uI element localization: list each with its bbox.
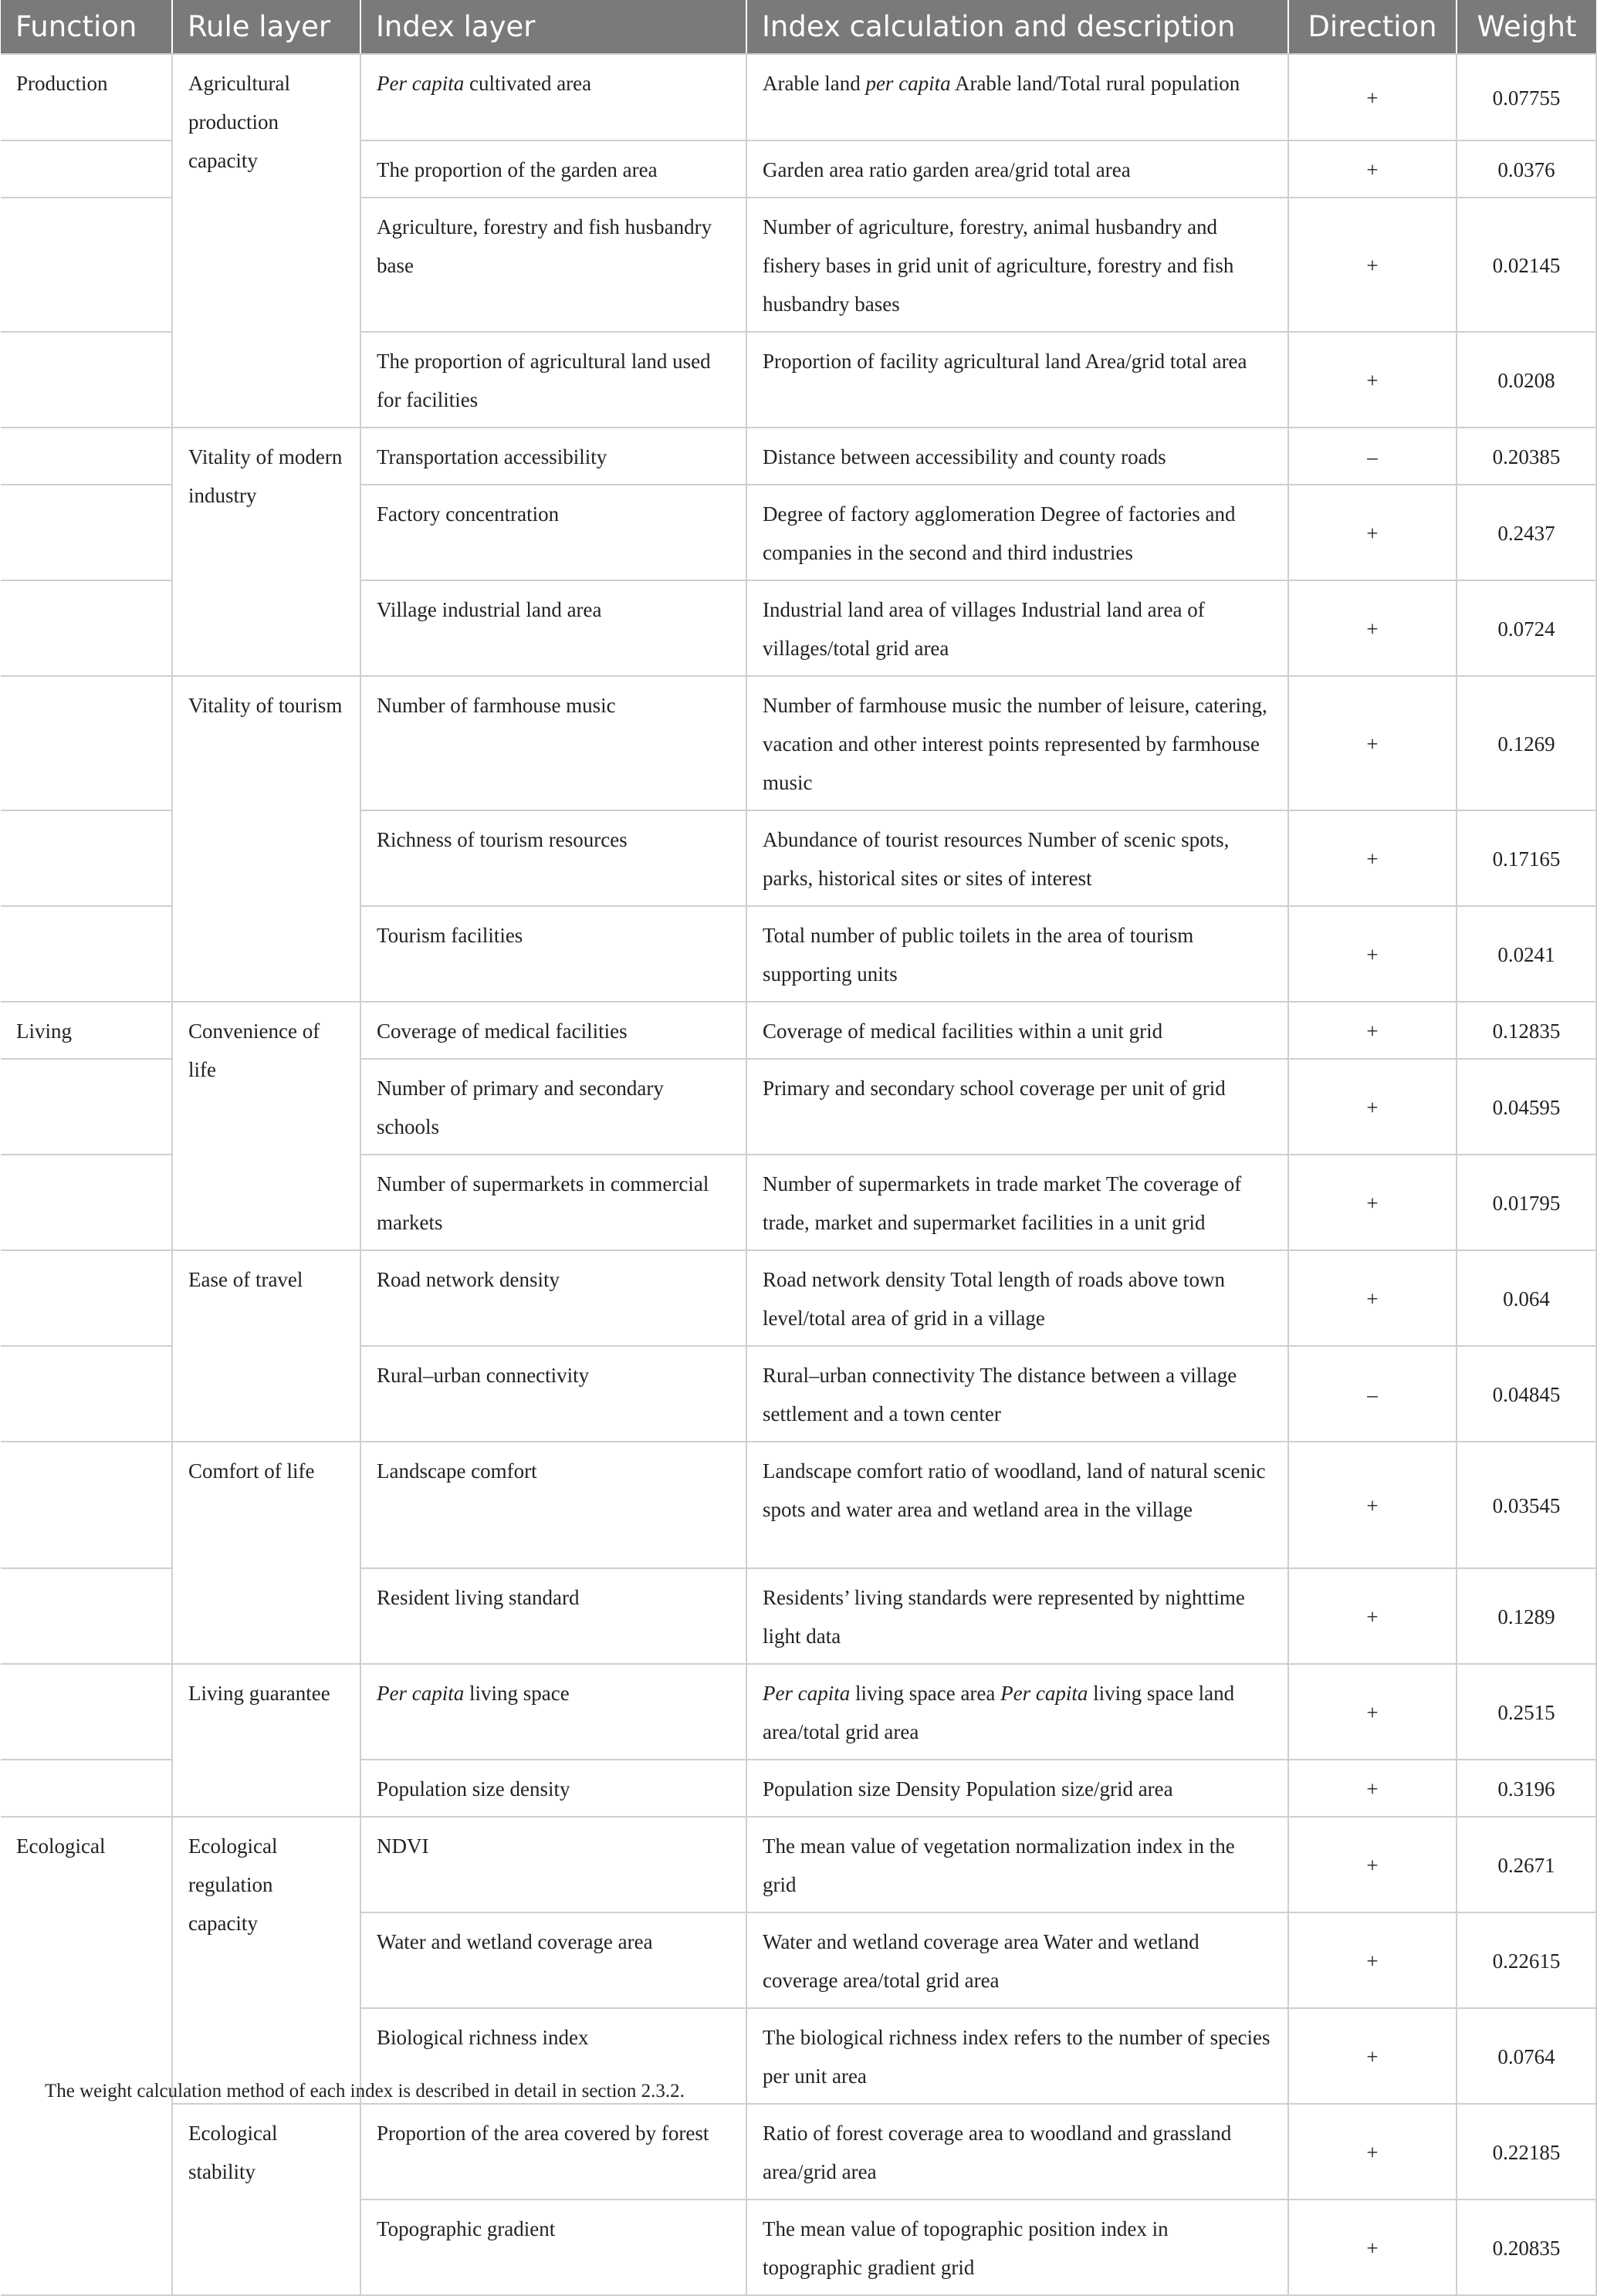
text-segment: Residents’ living standards were represented by nighttime light data [763,1586,1245,1648]
direction-cell: + [1288,485,1457,580]
function-cell [1,1442,172,1568]
index-description-cell [746,140,1288,198]
index-layer-cell [360,140,746,198]
function-cell [1,906,172,1002]
weight-cell: 0.03545 [1457,1442,1596,1568]
text-segment: Number of farmhouse music the number of leisure, catering, vacation and other interest points represented by farmhouse music [763,694,1267,794]
function-cell [1,1760,172,1817]
function-cell [1,810,172,906]
direction-cell: + [1288,1002,1457,1059]
direction-cell: + [1288,332,1457,428]
index-description-cell [746,332,1288,428]
direction-cell: + [1288,1817,1457,1912]
table-row [1,54,1596,140]
text-segment: Agriculture, forestry and fish husbandry base [377,215,712,277]
direction-cell: + [1288,2008,1457,2104]
index-description-cell [746,1817,1288,1912]
text-segment: Number of supermarkets in commercial markets [377,1172,709,1234]
header-rule-layer: Rule layer [172,0,360,54]
function-cell [1,485,172,580]
text-segment: The proportion of agricultural land used for facilities [377,350,711,411]
index-description-cell [746,906,1288,1002]
rule-layer-cell: Ecological stability [172,2104,360,2295]
index-layer-cell [360,1912,746,2008]
weight-cell: 0.12835 [1457,1002,1596,1059]
function-cell [1,198,172,332]
table-row [1,1002,1596,1059]
table-row [1,2104,1596,2200]
index-layer-cell [360,906,746,1002]
italic-text: Per capita [1000,1682,1088,1705]
index-description-cell [746,810,1288,906]
text-segment: Road network density Total length of roads above town level/total area of grid in a village [763,1268,1225,1330]
text-segment: cultivated area [464,72,592,95]
direction-cell: – [1288,1346,1457,1442]
function-cell: Ecological [1,1817,172,2295]
weight-cell: 0.0724 [1457,580,1596,676]
direction-cell: + [1288,1568,1457,1664]
direction-cell: + [1288,580,1457,676]
header-weight: Weight [1457,0,1596,54]
text-segment: Village industrial land area [377,598,602,621]
index-description-cell [746,1346,1288,1442]
weight-cell: 0.02145 [1457,198,1596,332]
index-layer-cell [360,54,746,140]
function-cell [1,1346,172,1442]
weight-cell: 0.0376 [1457,140,1596,198]
index-layer-cell [360,1155,746,1250]
function-cell [1,1250,172,1346]
italic-text: Per capita [377,72,465,95]
direction-cell: + [1288,1442,1457,1568]
text-segment: living space land area/total grid area [763,1682,1235,1743]
index-layer-cell [360,1568,746,1664]
index-description-cell [746,54,1288,140]
index-description-cell [746,1059,1288,1155]
function-cell [1,1568,172,1664]
index-layer-cell [360,676,746,810]
text-segment: Total number of public toilets in the area of tourism supporting units [763,924,1194,986]
table-row [1,1442,1596,1568]
text-segment: Road network density [377,1268,560,1291]
direction-cell: – [1288,428,1457,485]
text-segment: Rural–urban connectivity The distance between a village settlement and a town center [763,1364,1237,1425]
weight-cell: 0.04845 [1457,1346,1596,1442]
text-segment: The biological richness index refers to the number of species per unit area [763,2026,1270,2088]
text-segment: Industrial land area of villages Industrial land area of villages/total grid area [763,598,1205,660]
text-segment: Transportation accessibility [377,445,607,468]
index-description-cell [746,428,1288,485]
index-layer-cell [360,428,746,485]
index-description-cell [746,1250,1288,1346]
text-segment: Number of agriculture, forestry, animal husbandry and fishery bases in grid unit of agriculture, forestry and fish husbandry bases [763,215,1234,316]
text-segment: Water and wetland coverage area [377,1930,653,1953]
text-segment: Number of farmhouse music [377,694,616,717]
text-segment: Proportion of facility agricultural land Area/grid total area [763,350,1247,373]
index-layer-cell [360,1059,746,1155]
text-segment: NDVI [377,1834,429,1858]
index-layer-cell [360,485,746,580]
index-layer-cell [360,1760,746,1817]
rule-layer-cell: Vitality of modern industry [172,428,360,676]
text-segment: Coverage of medical facilities [377,1020,628,1043]
text-segment: Landscape comfort ratio of woodland, land of natural scenic spots and water area and wetland area in the village [763,1459,1266,1521]
weight-cell: 0.2515 [1457,1664,1596,1760]
italic-text: per capita [865,72,951,95]
function-cell [1,1059,172,1155]
text-segment: Number of primary and secondary schools [377,1077,664,1138]
weight-cell: 0.20835 [1457,2200,1596,2295]
direction-cell: + [1288,1059,1457,1155]
text-segment: Population size Density Population size/grid area [763,1777,1173,1801]
text-segment: Topographic gradient [377,2217,556,2240]
function-cell [1,332,172,428]
text-segment: The proportion of the garden area [377,158,658,181]
header-index-calculation: Index calculation and description [746,0,1288,54]
header-index-layer: Index layer [360,0,746,54]
weight-cell: 0.0208 [1457,332,1596,428]
weight-cell: 0.22185 [1457,2104,1596,2200]
direction-cell: + [1288,2104,1457,2200]
index-layer-cell [360,1817,746,1912]
index-layer-cell [360,1250,746,1346]
table-footnote: The weight calculation method of each index is described in detail in section 2.3.2. [45,2081,685,2102]
text-segment: Degree of factory agglomeration Degree of factories and companies in the second and third industries [763,502,1236,564]
text-segment: Primary and secondary school coverage per unit of grid [763,1077,1226,1100]
weight-cell: 0.07755 [1457,54,1596,140]
index-description-cell [746,1912,1288,2008]
function-cell: Living [1,1002,172,1059]
function-cell [1,428,172,485]
function-cell [1,580,172,676]
index-description-cell [746,1002,1288,1059]
weight-cell: 0.2671 [1457,1817,1596,1912]
text-segment: Rural–urban connectivity [377,1364,590,1387]
direction-cell: + [1288,2200,1457,2295]
weight-cell: 0.17165 [1457,810,1596,906]
text-segment: Population size density [377,1777,570,1801]
index-layer-cell [360,1664,746,1760]
weight-cell: 0.0764 [1457,2008,1596,2104]
header-direction: Direction [1288,0,1457,54]
text-segment: Resident living standard [377,1586,580,1609]
function-cell [1,676,172,810]
weight-cell: 0.064 [1457,1250,1596,1346]
text-segment: Arable land [763,72,866,95]
weight-cell: 0.3196 [1457,1760,1596,1817]
index-description-cell [746,1155,1288,1250]
index-description-cell [746,2200,1288,2295]
direction-cell: + [1288,140,1457,198]
index-layer-cell [360,1442,746,1568]
text-segment: Water and wetland coverage area Water and wetland coverage area/total grid area [763,1930,1199,1992]
rule-layer-cell: Comfort of life [172,1442,360,1664]
index-layer-cell [360,1346,746,1442]
text-segment: Abundance of tourist resources Number of scenic spots, parks, historical sites or sites of interest [763,828,1230,890]
rule-layer-cell: Convenience of life [172,1002,360,1250]
header-function: Function [1,0,172,54]
weight-cell: 0.1269 [1457,676,1596,810]
table-row [1,428,1596,485]
index-description-cell [746,2008,1288,2104]
weight-cell: 0.04595 [1457,1059,1596,1155]
index-description-cell [746,1568,1288,1664]
rule-layer-cell: Agricultural production capacity [172,54,360,428]
text-segment: The mean value of vegetation normalization index in the grid [763,1834,1235,1896]
rule-layer-cell: Living guarantee [172,1664,360,1817]
index-layer-cell [360,580,746,676]
index-description-cell [746,580,1288,676]
direction-cell: + [1288,1155,1457,1250]
direction-cell: + [1288,1664,1457,1760]
italic-text: Per capita [377,1682,465,1705]
text-segment: Tourism facilities [377,924,523,947]
index-description-cell [746,1760,1288,1817]
rule-layer-cell: Ecological regulation capacity [172,1817,360,2104]
direction-cell: + [1288,1760,1457,1817]
text-segment: Biological richness index [377,2026,589,2049]
function-cell [1,140,172,198]
direction-cell: + [1288,1250,1457,1346]
index-layer-cell [360,2200,746,2295]
text-segment: Proportion of the area covered by forest [377,2122,709,2145]
text-segment: The mean value of topographic position index in topographic gradient grid [763,2217,1169,2279]
function-cell [1,1664,172,1760]
weight-cell: 0.0241 [1457,906,1596,1002]
index-description-cell [746,1664,1288,1760]
table-row [1,1817,1596,1912]
index-description-cell [746,2104,1288,2200]
direction-cell: + [1288,198,1457,332]
index-layer-cell [360,332,746,428]
text-segment: Factory concentration [377,502,560,526]
table-body [1,54,1596,2295]
table-row [1,1664,1596,1760]
direction-cell: + [1288,676,1457,810]
italic-text: Per capita [763,1682,851,1705]
text-segment: Number of supermarkets in trade market The coverage of trade, market and supermarket facilities in a unit grid [763,1172,1242,1234]
text-segment: living space area [850,1682,1001,1705]
index-description-cell [746,198,1288,332]
rule-layer-cell: Vitality of tourism [172,676,360,1002]
rule-layer-cell: Ease of travel [172,1250,360,1442]
index-description-cell [746,676,1288,810]
weight-cell: 0.2437 [1457,485,1596,580]
text-segment: living space [464,1682,570,1705]
text-segment: Ratio of forest coverage area to woodland and grassland area/grid area [763,2122,1232,2183]
direction-cell: + [1288,810,1457,906]
direction-cell: + [1288,54,1457,140]
weight-cell: 0.22615 [1457,1912,1596,2008]
index-layer-cell [360,198,746,332]
function-cell: Production [1,54,172,140]
weight-cell: 0.1289 [1457,1568,1596,1664]
table-row [1,676,1596,810]
table-row [1,1250,1596,1346]
text-segment: Arable land/Total rural population [950,72,1240,95]
text-segment: Distance between accessibility and county roads [763,445,1166,468]
direction-cell: + [1288,1912,1457,2008]
data-table [1,0,1597,2296]
text-segment: Landscape comfort [377,1459,537,1483]
weight-cell: 0.01795 [1457,1155,1596,1250]
index-layer-cell [360,2104,746,2200]
weight-cell: 0.20385 [1457,428,1596,485]
text-segment: Garden area ratio garden area/grid total area [763,158,1131,181]
index-layer-cell [360,1002,746,1059]
header-row [1,0,1596,54]
text-segment: Coverage of medical facilities within a unit grid [763,1020,1163,1043]
index-description-cell [746,1442,1288,1568]
index-description-cell [746,485,1288,580]
direction-cell: + [1288,906,1457,1002]
index-layer-cell [360,810,746,906]
text-segment: Richness of tourism resources [377,828,628,851]
function-cell [1,1155,172,1250]
